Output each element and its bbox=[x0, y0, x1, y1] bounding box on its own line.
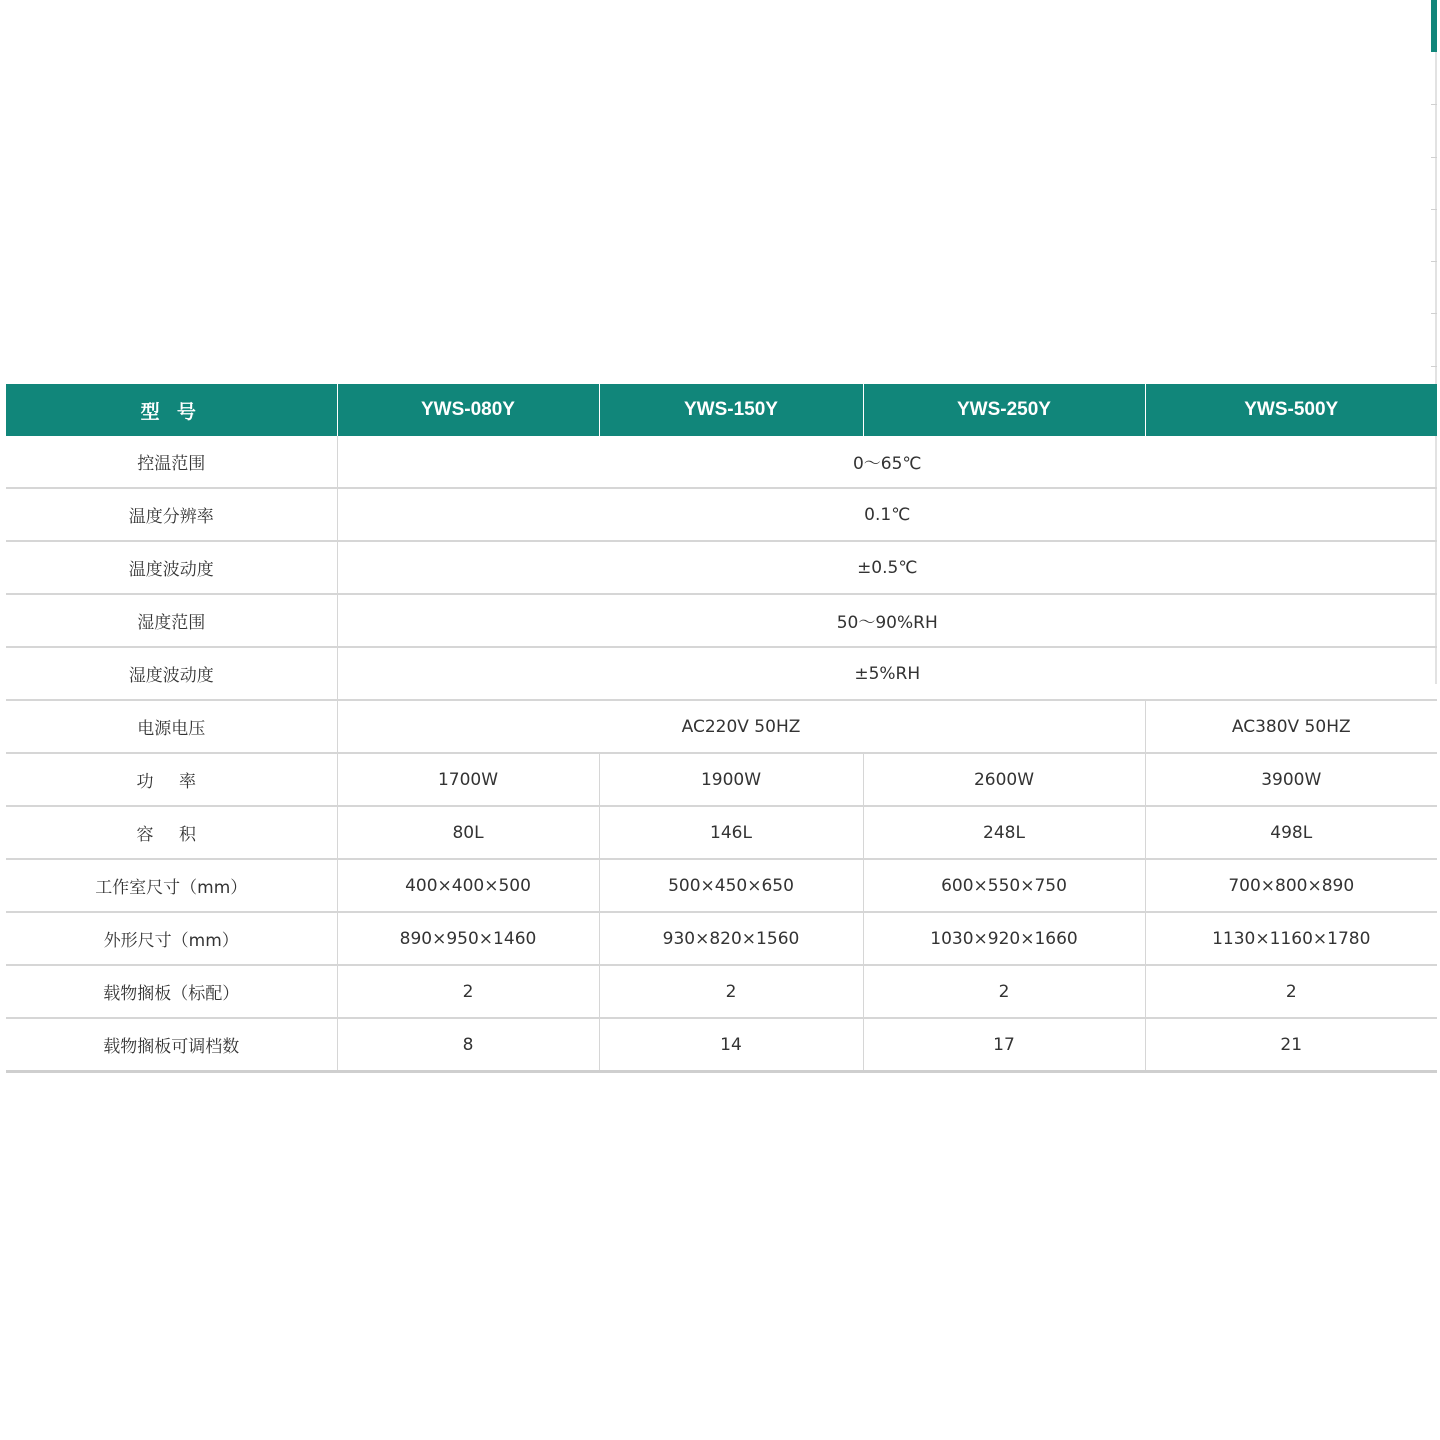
row-label: 温度分辨率 bbox=[6, 488, 337, 541]
table-row bbox=[6, 1018, 1437, 1072]
shelves-value: 2 bbox=[863, 965, 1145, 1018]
power-value: 2600W bbox=[863, 753, 1145, 806]
row-label: 外形尺寸（mm） bbox=[6, 912, 337, 965]
row-label: 功 率 bbox=[6, 753, 337, 806]
power-value: 1700W bbox=[337, 753, 599, 806]
voltage-value-small-models: AC220V 50HZ bbox=[337, 700, 1145, 753]
outer-size-value: 1130×1160×1780 bbox=[1145, 912, 1437, 965]
table-row bbox=[6, 753, 1437, 806]
volume-value: 80L bbox=[337, 806, 599, 859]
shelf-positions-value: 8 bbox=[337, 1018, 599, 1072]
side-rail-tick bbox=[1431, 157, 1437, 158]
humidity-fluctuation-value: ±5%RH bbox=[337, 647, 1437, 700]
outer-size-value: 930×820×1560 bbox=[599, 912, 863, 965]
table-row bbox=[6, 647, 1437, 700]
chamber-size-value: 500×450×650 bbox=[599, 859, 863, 912]
volume-value: 248L bbox=[863, 806, 1145, 859]
shelves-value: 2 bbox=[1145, 965, 1437, 1018]
side-rail-tick bbox=[1431, 261, 1437, 262]
side-rail-active-marker[interactable] bbox=[1431, 0, 1437, 52]
shelf-positions-value: 17 bbox=[863, 1018, 1145, 1072]
chamber-size-value: 700×800×890 bbox=[1145, 859, 1437, 912]
side-rail-tick bbox=[1431, 313, 1437, 314]
table-row bbox=[6, 965, 1437, 1018]
power-value: 1900W bbox=[599, 753, 863, 806]
row-label: 湿度波动度 bbox=[6, 647, 337, 700]
shelf-positions-value: 14 bbox=[599, 1018, 863, 1072]
side-rail-tick bbox=[1431, 209, 1437, 210]
table-row bbox=[6, 541, 1437, 594]
row-label: 电源电压 bbox=[6, 700, 337, 753]
volume-value: 146L bbox=[599, 806, 863, 859]
table-row bbox=[6, 436, 1437, 488]
header-model-2: YWS-150Y bbox=[599, 384, 863, 436]
row-label: 载物搁板（标配） bbox=[6, 965, 337, 1018]
outer-size-value: 1030×920×1660 bbox=[863, 912, 1145, 965]
header-model-1: YWS-080Y bbox=[337, 384, 599, 436]
voltage-value-large-model: AC380V 50HZ bbox=[1145, 700, 1437, 753]
shelf-positions-value: 21 bbox=[1145, 1018, 1437, 1072]
table-row bbox=[6, 700, 1437, 753]
outer-size-value: 890×950×1460 bbox=[337, 912, 599, 965]
row-label: 工作室尺寸（mm） bbox=[6, 859, 337, 912]
side-rail-tick bbox=[1431, 104, 1437, 105]
table-row bbox=[6, 488, 1437, 541]
table-row bbox=[6, 594, 1437, 647]
shelves-value: 2 bbox=[337, 965, 599, 1018]
table-row bbox=[6, 859, 1437, 912]
chamber-size-value: 600×550×750 bbox=[863, 859, 1145, 912]
table-row bbox=[6, 806, 1437, 859]
humidity-range-value: 50～90%RH bbox=[337, 594, 1437, 647]
temp-range-value: 0～65℃ bbox=[337, 436, 1437, 488]
row-label: 载物搁板可调档数 bbox=[6, 1018, 337, 1072]
row-label: 容 积 bbox=[6, 806, 337, 859]
temp-resolution-value: 0.1℃ bbox=[337, 488, 1437, 541]
volume-value: 498L bbox=[1145, 806, 1437, 859]
table-row bbox=[6, 912, 1437, 965]
table-header-row bbox=[6, 384, 1437, 436]
side-rail-tick bbox=[1431, 366, 1437, 367]
header-model-4: YWS-500Y bbox=[1145, 384, 1437, 436]
row-label: 湿度范围 bbox=[6, 594, 337, 647]
header-model-3: YWS-250Y bbox=[863, 384, 1145, 436]
shelves-value: 2 bbox=[599, 965, 863, 1018]
power-value: 3900W bbox=[1145, 753, 1437, 806]
header-model-label: 型 号 bbox=[6, 384, 337, 436]
spec-table bbox=[6, 384, 1437, 1073]
row-label: 控温范围 bbox=[6, 436, 337, 488]
chamber-size-value: 400×400×500 bbox=[337, 859, 599, 912]
row-label: 温度波动度 bbox=[6, 541, 337, 594]
temp-fluctuation-value: ±0.5℃ bbox=[337, 541, 1437, 594]
